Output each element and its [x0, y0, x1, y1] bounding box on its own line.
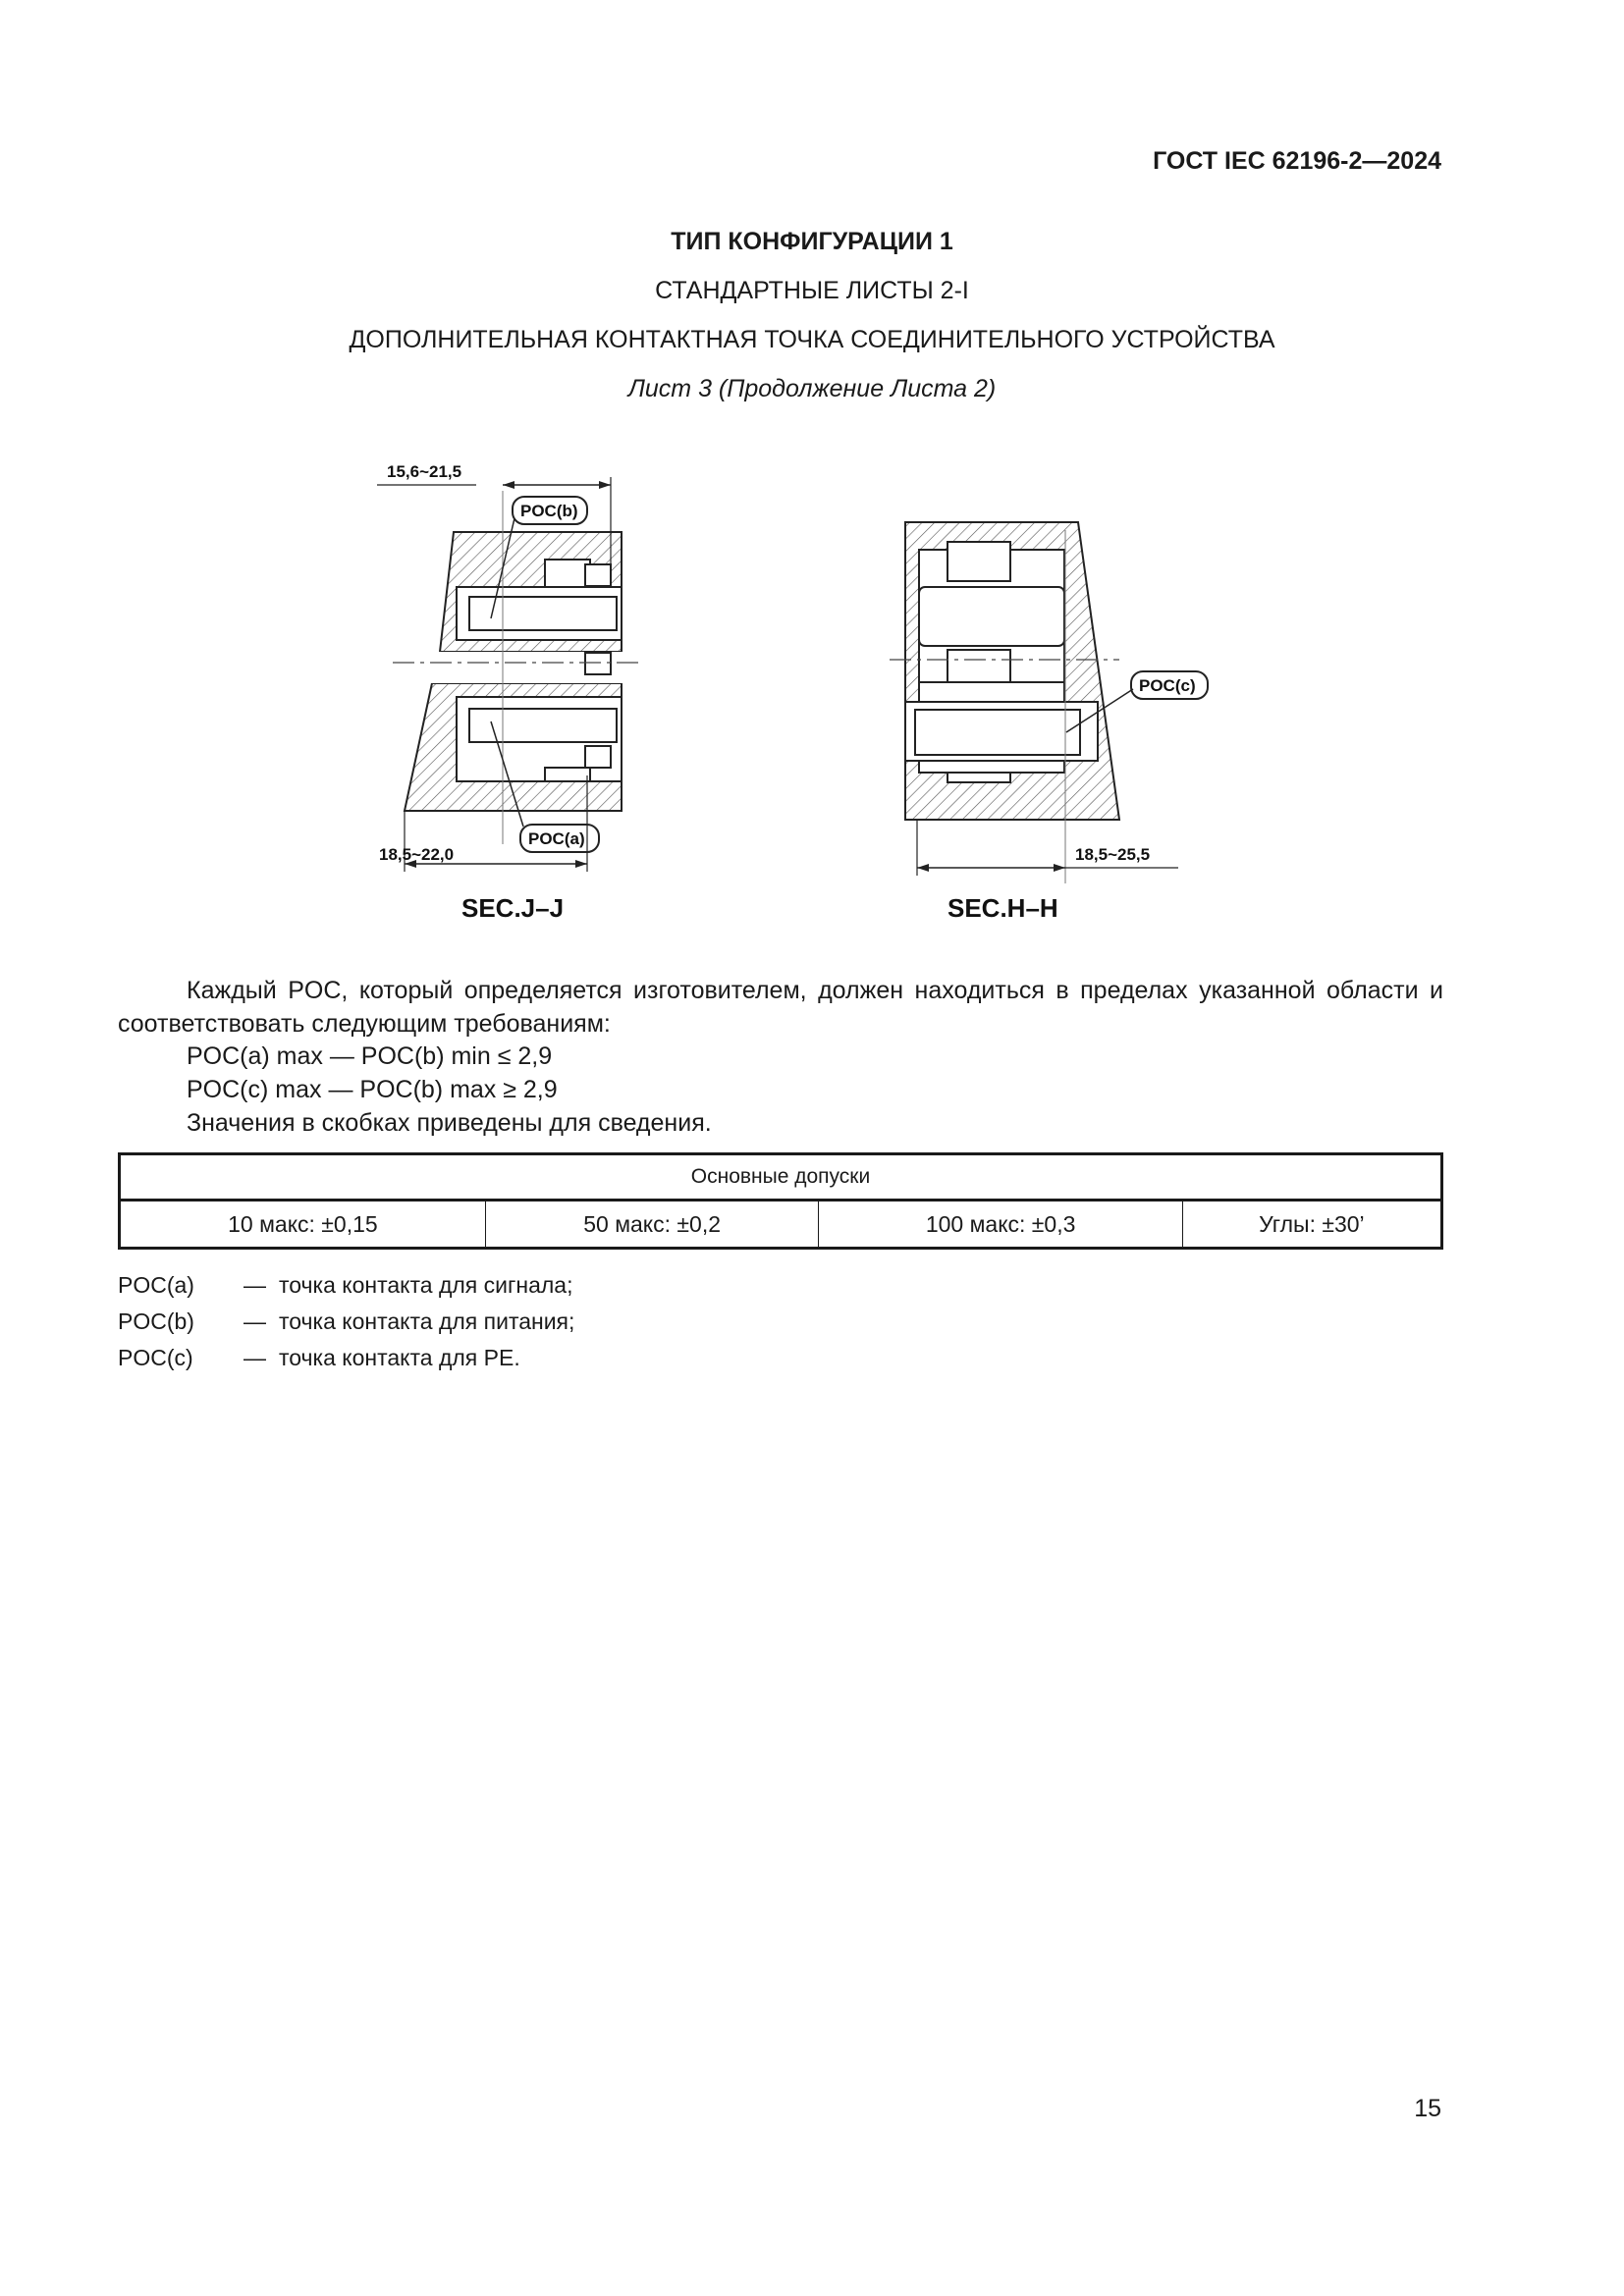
section-h-h-drawing [890, 522, 1208, 923]
tolerances-table [118, 1152, 1443, 1250]
configuration-type-heading: ТИП КОНФИГУРАЦИИ 1 [671, 228, 953, 255]
left-poc-a-label: POC(a) [528, 829, 585, 848]
legend-dash: — [244, 1308, 266, 1334]
requirements-paragraph: Каждый POC, который определяется изготовителем, должен находиться в пределах указанной области и соответствовать следующим требованиям: [118, 977, 1443, 1038]
legend-item [118, 1308, 574, 1345]
left-dim-bottom-label: 18,5~22,0 [379, 845, 455, 864]
tolerances-header: Основные допуски [120, 1154, 1442, 1201]
tolerance-cell: 10 макс: ±0,15 [120, 1201, 486, 1249]
standard-sheets-heading: СТАНДАРТНЫЕ ЛИСТЫ 2-I [655, 277, 969, 304]
legend-description: точка контакта для PE. [279, 1345, 520, 1370]
legend-dash: — [244, 1345, 266, 1370]
legend-term: POC(b) [118, 1308, 194, 1334]
subject-heading: ДОПОЛНИТЕЛЬНАЯ КОНТАКТНАЯ ТОЧКА СОЕДИНИТЕЛЬНОГО УСТРОЙСТВА [349, 326, 1275, 353]
sheet-note: Лист 3 (Продолжение Листа 2) [627, 375, 997, 402]
right-bottom-pin [915, 710, 1080, 755]
section-drawings [0, 432, 1624, 942]
requirement-note: Значения в скобках приведены для сведения. [187, 1109, 712, 1137]
legend-item [118, 1345, 574, 1381]
page-number: 15 [1414, 2095, 1441, 2122]
tolerance-cell: 100 макс: ±0,3 [819, 1201, 1182, 1249]
legend-description: точка контакта для питания; [279, 1308, 575, 1334]
left-section-caption: SEC.J–J [461, 893, 565, 923]
document-code: ГОСТ IEC 62196-2—2024 [1153, 147, 1441, 175]
left-dim-top-label: 15,6~21,5 [387, 462, 462, 481]
right-dim-bottom-label: 18,5~25,5 [1075, 845, 1151, 864]
tolerance-cell: 50 макс: ±0,2 [485, 1201, 819, 1249]
tolerance-cell: Углы: ±30’ [1182, 1201, 1441, 1249]
section-j-j-drawing [377, 462, 643, 923]
requirement-line-2: POC(c) max — POC(b) max ≥ 2,9 [187, 1076, 558, 1103]
right-poc-c-label: POC(c) [1139, 676, 1196, 695]
right-section-caption: SEC.H–H [947, 893, 1058, 923]
left-poc-b-label: POC(b) [520, 502, 578, 520]
requirement-line-1: POC(a) max — POC(b) min ≤ 2,9 [187, 1042, 553, 1070]
legend-list [118, 1272, 574, 1381]
legend-dash: — [244, 1272, 266, 1298]
right-top-pin [919, 587, 1064, 646]
legend-item [118, 1272, 574, 1308]
legend-term: POC(a) [118, 1272, 194, 1298]
legend-term: POC(c) [118, 1345, 193, 1370]
legend-description: точка контакта для сигнала; [279, 1272, 573, 1298]
